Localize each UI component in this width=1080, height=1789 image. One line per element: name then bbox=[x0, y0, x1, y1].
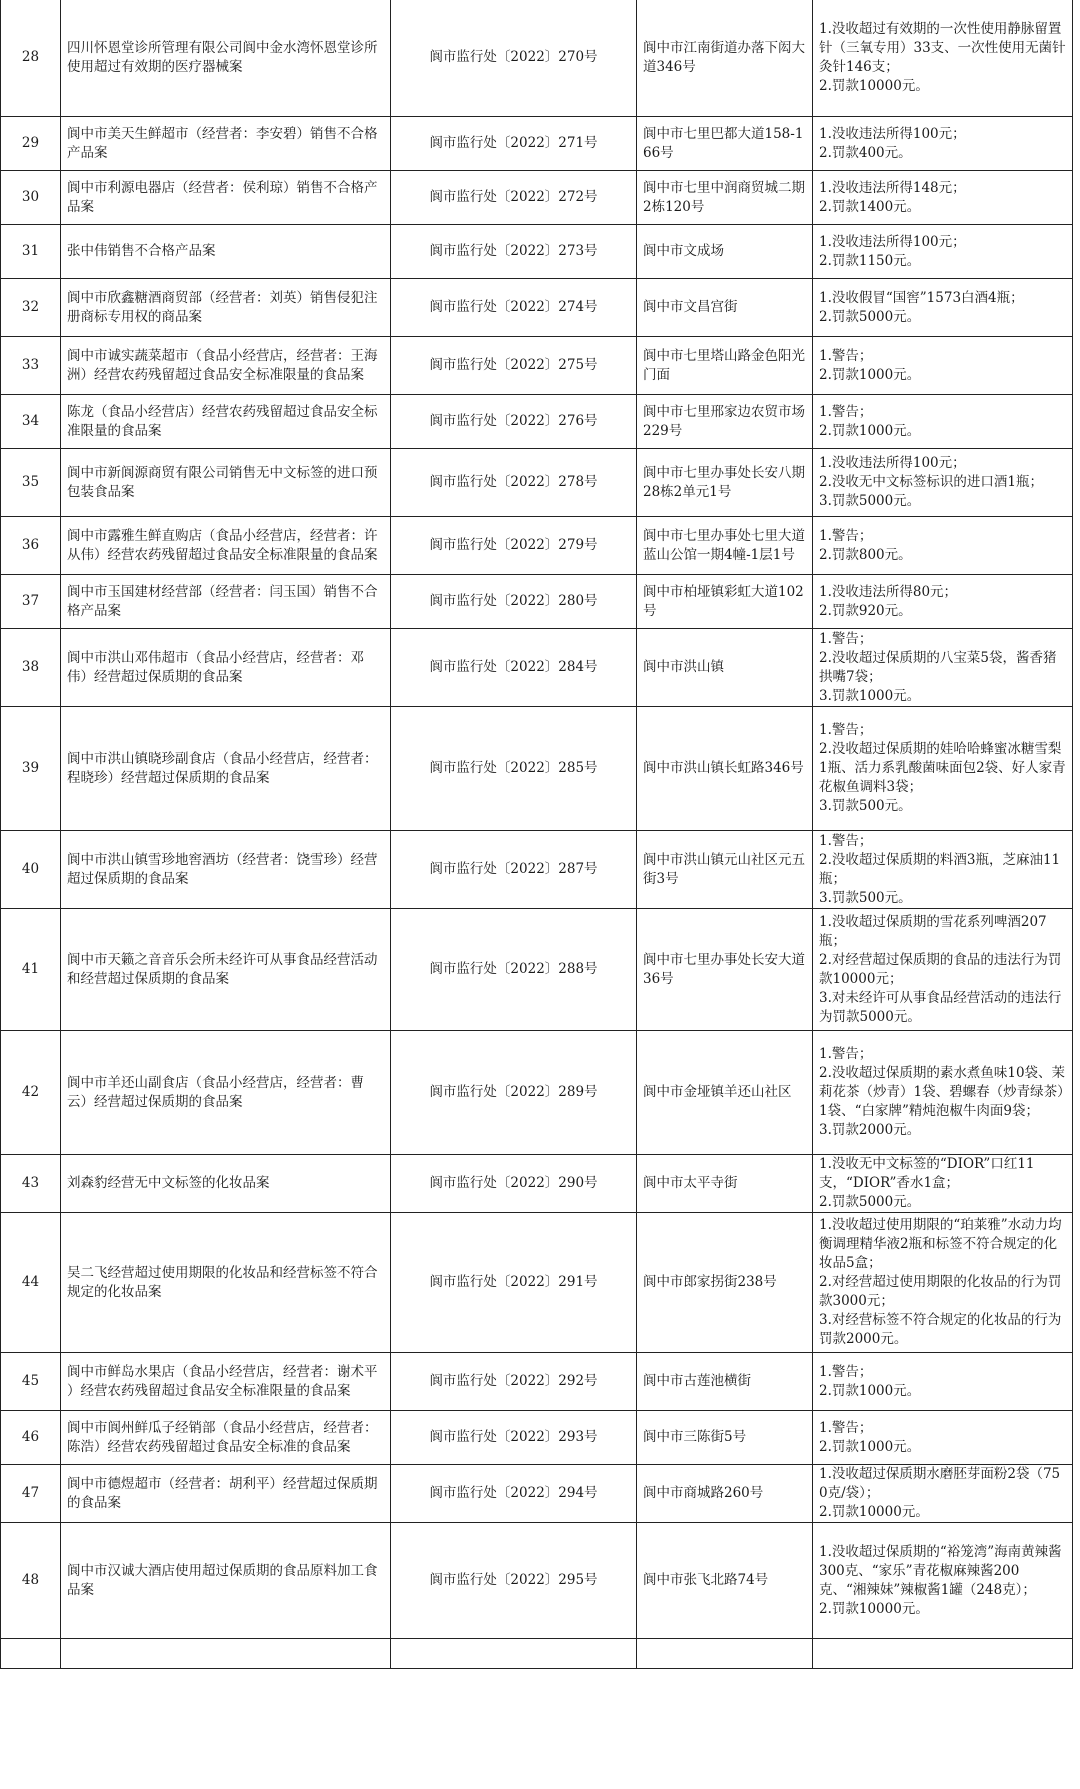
penalty-line: 1.没收超过使用期限的“珀莱雅”水动力均衡调理精华液2瓶和标签不符合规定的化妆品5盒； bbox=[819, 1217, 1062, 1271]
case-number-cell: 40 bbox=[1, 831, 61, 909]
decision-number-cell bbox=[391, 1639, 637, 1669]
penalty-line: 2.罚款920元。 bbox=[819, 602, 912, 619]
address-cell: 阆中市七里办事处长安大道36号 bbox=[637, 909, 813, 1031]
table-row bbox=[1, 0, 1073, 117]
penalty-line: 2.没收超过保质期的八宝菜5袋，酱香猪拱嘴7袋； bbox=[819, 649, 1057, 685]
table-row bbox=[1, 337, 1073, 395]
decision-number-cell: 阆市监行处〔2022〕275号 bbox=[391, 337, 637, 395]
penalty-cell bbox=[813, 707, 1073, 831]
case-name-cell: 阆中市汉诚大酒店使用超过保质期的食品原料加工食品案 bbox=[61, 1523, 391, 1639]
case-name-cell: 四川怀恩堂诊所管理有限公司阆中金水湾怀恩堂诊所使用超过有效期的医疗器械案 bbox=[61, 0, 391, 117]
penalty-line: 3.罚款2000元。 bbox=[819, 1122, 921, 1138]
case-name-cell: 阆中市诚实蔬菜超市（食品小经营店，经营者：王海洲）经营农药残留超过食品安全标准限量的食品案 bbox=[61, 337, 391, 395]
case-name-cell: 阆中市玉国建材经营部（经营者：闫玉国）销售不合格产品案 bbox=[61, 575, 391, 629]
penalty-cell bbox=[813, 337, 1073, 395]
case-name-cell: 张中伟销售不合格产品案 bbox=[61, 225, 391, 279]
case-name-cell: 阆中市鲜岛水果店（食品小经营店，经营者：谢术平 ）经营农药残留超过食品安全标准限量的食品案 bbox=[61, 1353, 391, 1411]
penalty-cell bbox=[813, 1639, 1073, 1669]
case-number-cell: 37 bbox=[1, 575, 61, 629]
penalty-line: 1.警告； bbox=[819, 403, 873, 420]
penalty-line: 3.罚款1000元。 bbox=[819, 687, 921, 704]
case-number-cell: 30 bbox=[1, 171, 61, 225]
penalty-line: 1.没收超过保质期的雪花系列啤酒207瓶； bbox=[819, 913, 1047, 949]
address-cell: 阆中市江南街道办落下闳大道346号 bbox=[637, 0, 813, 117]
table-row bbox=[1, 517, 1073, 575]
penalty-line: 1.没收违法所得80元； bbox=[819, 583, 958, 600]
case-number-cell: 45 bbox=[1, 1353, 61, 1411]
address-cell: 阆中市七里办事处长安八期28栋2单元1号 bbox=[637, 449, 813, 517]
penalty-line: 1.没收违法所得100元； bbox=[819, 455, 966, 471]
penalty-line: 1.警告； bbox=[819, 527, 873, 544]
case-name-cell: 阆中市露雅生鲜直购店（食品小经营店，经营者：许从伟）经营农药残留超过食品安全标准限量的食品案 bbox=[61, 517, 391, 575]
table-row bbox=[1, 909, 1073, 1031]
address-cell: 阆中市七里巴都大道158-166号 bbox=[637, 117, 813, 171]
case-number-cell: 39 bbox=[1, 707, 61, 831]
case-name-cell bbox=[61, 1639, 391, 1669]
penalty-cell bbox=[813, 1213, 1073, 1353]
penalty-line: 3.对未经许可从事食品经营活动的违法行为罚款5000元。 bbox=[819, 989, 1062, 1025]
penalty-line: 1.没收超过保质期水磨胚芽面粉2袋（750克/袋）； bbox=[819, 1466, 1061, 1501]
table-row bbox=[1, 449, 1073, 517]
case-number-cell: 46 bbox=[1, 1411, 61, 1465]
address-cell: 阆中市古莲池横街 bbox=[637, 1353, 813, 1411]
penalty-line: 3.罚款500元。 bbox=[819, 798, 912, 814]
address-cell: 阆中市七里办事处七里大道蓝山公馆一期4幢-1层1号 bbox=[637, 517, 813, 575]
decision-number-cell: 阆市监行处〔2022〕294号 bbox=[391, 1465, 637, 1523]
penalty-line: 3.罚款5000元。 bbox=[819, 493, 921, 509]
penalty-line: 2.没收超过保质期的素水煮鱼味10袋、茉莉花茶（炒青）1袋、碧螺春（炒青绿茶）1袋、“白家牌”精炖泡椒牛肉面9袋； bbox=[819, 1065, 1066, 1119]
table-row bbox=[1, 395, 1073, 449]
penalty-cell bbox=[813, 279, 1073, 337]
penalty-line: 2.罚款1000元。 bbox=[819, 366, 921, 383]
address-cell: 阆中市七里中润商贸城二期2栋120号 bbox=[637, 171, 813, 225]
address-cell: 阆中市太平寺街 bbox=[637, 1155, 813, 1213]
table-row bbox=[1, 1353, 1073, 1411]
decision-number-cell: 阆市监行处〔2022〕276号 bbox=[391, 395, 637, 449]
case-number-cell: 43 bbox=[1, 1155, 61, 1213]
penalty-cell bbox=[813, 909, 1073, 1031]
address-cell: 阆中市文昌宫街 bbox=[637, 279, 813, 337]
records-table-body bbox=[1, 0, 1073, 1669]
decision-number-cell: 阆市监行处〔2022〕293号 bbox=[391, 1411, 637, 1465]
case-number-cell: 29 bbox=[1, 117, 61, 171]
case-name-cell: 阆中市新阆源商贸有限公司销售无中文标签的进口预包装食品案 bbox=[61, 449, 391, 517]
case-number-cell: 41 bbox=[1, 909, 61, 1031]
address-cell: 阆中市商城路260号 bbox=[637, 1465, 813, 1523]
table-row bbox=[1, 117, 1073, 171]
penalty-line: 1.没收违法所得148元； bbox=[819, 179, 966, 196]
penalty-line: 1.没收超过有效期的一次性使用静脉留置针（三氧专用）33支、一次性使用无菌针灸针146支； bbox=[819, 20, 1066, 75]
table-row bbox=[1, 1523, 1073, 1639]
penalty-line: 2.没收超过保质期的娃哈哈蜂蜜冰糖雪梨1瓶、活力系乳酸菌味面包2袋、好人家青花椒鱼调料3袋； bbox=[819, 741, 1066, 795]
table-row bbox=[1, 279, 1073, 337]
address-cell: 阆中市文成场 bbox=[637, 225, 813, 279]
penalty-cell bbox=[813, 1523, 1073, 1639]
decision-number-cell: 阆市监行处〔2022〕274号 bbox=[391, 279, 637, 337]
penalty-line: 2.没收超过保质期的料酒3瓶，芝麻油11瓶； bbox=[819, 851, 1061, 887]
decision-number-cell: 阆市监行处〔2022〕285号 bbox=[391, 707, 637, 831]
decision-number-cell: 阆市监行处〔2022〕272号 bbox=[391, 171, 637, 225]
decision-number-cell: 阆市监行处〔2022〕280号 bbox=[391, 575, 637, 629]
decision-number-cell: 阆市监行处〔2022〕288号 bbox=[391, 909, 637, 1031]
decision-number-cell: 阆市监行处〔2022〕289号 bbox=[391, 1031, 637, 1155]
penalty-cell bbox=[813, 517, 1073, 575]
penalty-line: 2.罚款5000元。 bbox=[819, 1194, 921, 1210]
case-number-cell: 42 bbox=[1, 1031, 61, 1155]
penalty-line: 2.对经营超过使用期限的化妆品的行为罚款3000元； bbox=[819, 1274, 1062, 1309]
penalty-cell bbox=[813, 0, 1073, 117]
penalty-cell bbox=[813, 117, 1073, 171]
penalty-line: 1.没收违法所得100元； bbox=[819, 233, 966, 250]
address-cell: 阆中市洪山镇长虹路346号 bbox=[637, 707, 813, 831]
case-name-cell: 刘森豹经营无中文标签的化妆品案 bbox=[61, 1155, 391, 1213]
decision-number-cell: 阆市监行处〔2022〕284号 bbox=[391, 629, 637, 707]
penalty-cell bbox=[813, 831, 1073, 909]
penalty-line: 2.罚款10000元。 bbox=[819, 1504, 929, 1520]
address-cell bbox=[637, 1639, 813, 1669]
penalty-line: 3.罚款500元。 bbox=[819, 889, 912, 906]
address-cell: 阆中市洪山镇元山社区元五街3号 bbox=[637, 831, 813, 909]
penalty-line: 1.警告； bbox=[819, 1046, 873, 1062]
penalty-cell bbox=[813, 629, 1073, 707]
table-row bbox=[1, 1155, 1073, 1213]
penalty-line: 1.没收违法所得100元； bbox=[819, 125, 966, 142]
penalty-line: 2.罚款1000元。 bbox=[819, 422, 921, 439]
penalty-line: 1.没收超过保质期的“裕笼湾”海南黄辣酱300克、“家乐”青花椒麻辣酱200克、“湘辣妹”辣椒酱1罐（248克）； bbox=[819, 1543, 1062, 1598]
table-row bbox=[1, 1031, 1073, 1155]
decision-number-cell: 阆市监行处〔2022〕279号 bbox=[391, 517, 637, 575]
table-row bbox=[1, 707, 1073, 831]
address-cell: 阆中市三陈街5号 bbox=[637, 1411, 813, 1465]
penalty-line: 1.警告； bbox=[819, 1363, 873, 1380]
decision-number-cell: 阆市监行处〔2022〕292号 bbox=[391, 1353, 637, 1411]
address-cell: 阆中市金垭镇羊还山社区 bbox=[637, 1031, 813, 1155]
penalty-line: 2.罚款5000元。 bbox=[819, 308, 921, 325]
penalty-line: 2.罚款1000元。 bbox=[819, 1438, 921, 1455]
table-row bbox=[1, 831, 1073, 909]
decision-number-cell: 阆市监行处〔2022〕290号 bbox=[391, 1155, 637, 1213]
penalty-line: 1.警告； bbox=[819, 1419, 873, 1436]
penalty-cell bbox=[813, 1465, 1073, 1523]
table-row bbox=[1, 1411, 1073, 1465]
case-number-cell: 36 bbox=[1, 517, 61, 575]
decision-number-cell: 阆市监行处〔2022〕273号 bbox=[391, 225, 637, 279]
penalty-cell bbox=[813, 1155, 1073, 1213]
case-name-cell: 阆中市洪山镇雪珍地窖酒坊（经营者：饶雪珍）经营超过保质期的食品案 bbox=[61, 831, 391, 909]
penalty-cell bbox=[813, 1353, 1073, 1411]
table-row bbox=[1, 171, 1073, 225]
case-name-cell: 阆中市德煜超市（经营者：胡利平）经营超过保质期的食品案 bbox=[61, 1465, 391, 1523]
case-name-cell: 阆中市洪山镇晓珍副食店（食品小经营店，经营者：程晓珍）经营超过保质期的食品案 bbox=[61, 707, 391, 831]
table-row bbox=[1, 1639, 1073, 1669]
table-row bbox=[1, 575, 1073, 629]
decision-number-cell: 阆市监行处〔2022〕278号 bbox=[391, 449, 637, 517]
case-number-cell: 38 bbox=[1, 629, 61, 707]
penalty-line: 2.没收无中文标签标识的进口酒1瓶； bbox=[819, 474, 1043, 490]
penalty-cell bbox=[813, 171, 1073, 225]
penalty-line: 3.对经营标签不符合规定的化妆品的行为罚款2000元。 bbox=[819, 1312, 1062, 1347]
case-number-cell bbox=[1, 1639, 61, 1669]
penalty-line: 1.警告； bbox=[819, 832, 873, 849]
decision-number-cell: 阆市监行处〔2022〕271号 bbox=[391, 117, 637, 171]
penalty-line: 2.罚款1000元。 bbox=[819, 1382, 921, 1399]
table-row bbox=[1, 629, 1073, 707]
case-number-cell: 47 bbox=[1, 1465, 61, 1523]
table-row bbox=[1, 1465, 1073, 1523]
case-number-cell: 31 bbox=[1, 225, 61, 279]
decision-number-cell: 阆市监行处〔2022〕270号 bbox=[391, 0, 637, 117]
decision-number-cell: 阆市监行处〔2022〕287号 bbox=[391, 831, 637, 909]
case-number-cell: 48 bbox=[1, 1523, 61, 1639]
case-name-cell: 吴二飞经营超过使用期限的化妆品和经营标签不符合规定的化妆品案 bbox=[61, 1213, 391, 1353]
case-name-cell: 陈龙（食品小经营店）经营农药残留超过食品安全标准限量的食品案 bbox=[61, 395, 391, 449]
penalty-line: 1.没收无中文标签的“DIOR”口红11支，“DIOR”香水1盒； bbox=[819, 1156, 1035, 1191]
penalty-cell bbox=[813, 575, 1073, 629]
penalty-line: 1.警告； bbox=[819, 630, 873, 647]
case-name-cell: 阆中市利源电器店（经营者：侯利琼）销售不合格产品案 bbox=[61, 171, 391, 225]
case-name-cell: 阆中市阆州鲜瓜子经销部（食品小经营店，经营者：陈浩）经营农药残留超过食品安全标准的食品案 bbox=[61, 1411, 391, 1465]
case-number-cell: 35 bbox=[1, 449, 61, 517]
case-name-cell: 阆中市天籁之音音乐会所未经许可从事食品经营活动和经营超过保质期的食品案 bbox=[61, 909, 391, 1031]
penalty-cell bbox=[813, 1031, 1073, 1155]
address-cell: 阆中市柏垭镇彩虹大道102号 bbox=[637, 575, 813, 629]
penalty-cell bbox=[813, 1411, 1073, 1465]
address-cell: 阆中市郎家拐街238号 bbox=[637, 1213, 813, 1353]
penalty-cell bbox=[813, 225, 1073, 279]
address-cell: 阆中市七里邢家边农贸市场229号 bbox=[637, 395, 813, 449]
penalty-line: 2.罚款400元。 bbox=[819, 144, 912, 161]
decision-number-cell: 阆市监行处〔2022〕295号 bbox=[391, 1523, 637, 1639]
address-cell: 阆中市洪山镇 bbox=[637, 629, 813, 707]
penalty-line: 2.对经营超过保质期的食品的违法行为罚款10000元； bbox=[819, 951, 1062, 987]
penalty-line: 2.罚款10000元。 bbox=[819, 1600, 929, 1617]
case-name-cell: 阆中市美天生鲜超市（经营者：李安碧）销售不合格产品案 bbox=[61, 117, 391, 171]
penalty-line: 2.罚款10000元。 bbox=[819, 77, 929, 94]
case-number-cell: 44 bbox=[1, 1213, 61, 1353]
penalty-line: 2.罚款1400元。 bbox=[819, 198, 921, 215]
penalty-line: 2.罚款800元。 bbox=[819, 546, 912, 563]
case-number-cell: 32 bbox=[1, 279, 61, 337]
case-name-cell: 阆中市欣鑫糖酒商贸部（经营者：刘英）销售侵犯注册商标专用权的商品案 bbox=[61, 279, 391, 337]
penalty-cell bbox=[813, 449, 1073, 517]
address-cell: 阆中市张飞北路74号 bbox=[637, 1523, 813, 1639]
penalty-cell bbox=[813, 395, 1073, 449]
penalty-line: 1.警告； bbox=[819, 722, 873, 738]
case-number-cell: 33 bbox=[1, 337, 61, 395]
case-name-cell: 阆中市洪山邓伟超市（食品小经营店，经营者：邓伟）经营超过保质期的食品案 bbox=[61, 629, 391, 707]
decision-number-cell: 阆市监行处〔2022〕291号 bbox=[391, 1213, 637, 1353]
penalty-line: 1.没收假冒“国窖”1573白酒4瓶； bbox=[819, 289, 1024, 306]
penalty-line: 1.警告； bbox=[819, 347, 873, 364]
case-name-cell: 阆中市羊还山副食店（食品小经营店，经营者：曹云）经营超过保质期的食品案 bbox=[61, 1031, 391, 1155]
penalty-line: 2.罚款1150元。 bbox=[819, 252, 921, 269]
case-number-cell: 34 bbox=[1, 395, 61, 449]
address-cell: 阆中市七里塔山路金色阳光门面 bbox=[637, 337, 813, 395]
case-number-cell: 28 bbox=[1, 0, 61, 117]
table-row bbox=[1, 1213, 1073, 1353]
table-row bbox=[1, 225, 1073, 279]
